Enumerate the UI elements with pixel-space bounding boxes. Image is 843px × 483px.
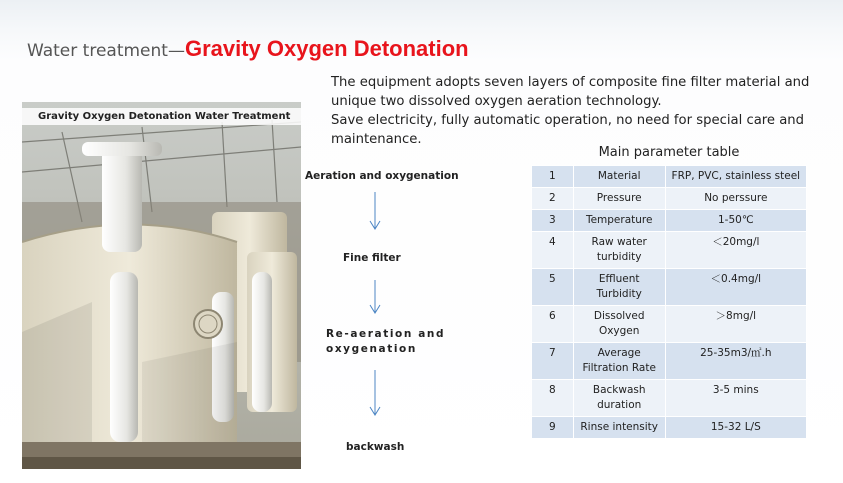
page-title-prefix: Water treatment— xyxy=(27,41,185,61)
row-number: 2 xyxy=(532,188,574,210)
flow-step-fine-filter: Fine filter xyxy=(343,252,401,264)
photo-label: Gravity Oxygen Detonation Water Treatment xyxy=(22,108,301,125)
down-arrow-icon xyxy=(368,370,382,418)
row-number: 6 xyxy=(532,306,574,343)
parameter-name: Effluent Turbidity xyxy=(573,269,665,306)
row-number: 8 xyxy=(532,380,574,417)
flow-step-re-aeration: Re-aeration and oxygenation xyxy=(326,328,446,355)
parameter-name: Raw water turbidity xyxy=(573,232,665,269)
equipment-photo xyxy=(22,102,301,469)
row-number: 1 xyxy=(532,166,574,188)
parameter-value: 25-35m3/㎡.h xyxy=(665,343,806,380)
parameter-value: 1-50℃ xyxy=(665,210,806,232)
row-number: 4 xyxy=(532,232,574,269)
parameter-name: Temperature xyxy=(573,210,665,232)
parameter-value: No perssure xyxy=(665,188,806,210)
description xyxy=(331,73,811,149)
flow-step-backwash: backwash xyxy=(346,441,405,453)
table-row xyxy=(532,343,807,380)
equipment-photo-illustration xyxy=(22,102,301,469)
parameter-name: Pressure xyxy=(573,188,665,210)
table-row xyxy=(532,380,807,417)
table-row xyxy=(532,210,807,232)
page-title xyxy=(27,36,469,62)
table-row xyxy=(532,269,807,306)
parameter-value: ＞8mg/l xyxy=(665,306,806,343)
parameter-value: ＜20mg/l xyxy=(665,232,806,269)
table-row xyxy=(532,188,807,210)
down-arrow-icon xyxy=(368,192,382,232)
parameter-value: ＜0.4mg/l xyxy=(665,269,806,306)
parameter-value: 15-32 L/S xyxy=(665,417,806,439)
parameter-name: Rinse intensity xyxy=(573,417,665,439)
parameter-name: Dissolved Oxygen xyxy=(573,306,665,343)
parameter-name: Material xyxy=(573,166,665,188)
page-title-main: Gravity Oxygen Detonation xyxy=(184,36,469,61)
table-row xyxy=(532,306,807,343)
table-row xyxy=(532,166,807,188)
description-line-2: Save electricity, fully automatic operation, no need for special care and maintenance. xyxy=(331,113,805,147)
table-title: Main parameter table xyxy=(598,145,740,160)
description-line-1: The equipment adopts seven layers of composite fine filter material and unique two dissolved oxygen aeration technology. xyxy=(331,75,810,109)
parameter-name: Backwash duration xyxy=(573,380,665,417)
row-number: 5 xyxy=(532,269,574,306)
parameter-name: Average Filtration Rate xyxy=(573,343,665,380)
row-number: 3 xyxy=(532,210,574,232)
flow-step-aeration: Aeration and oxygenation xyxy=(305,170,459,182)
row-number: 7 xyxy=(532,343,574,380)
down-arrow-icon xyxy=(368,280,382,316)
table-row xyxy=(532,232,807,269)
row-number: 9 xyxy=(532,417,574,439)
parameter-table xyxy=(531,165,807,439)
parameter-value: 3-5 mins xyxy=(665,380,806,417)
table-row xyxy=(532,417,807,439)
parameter-value: FRP, PVC, stainless steel xyxy=(665,166,806,188)
